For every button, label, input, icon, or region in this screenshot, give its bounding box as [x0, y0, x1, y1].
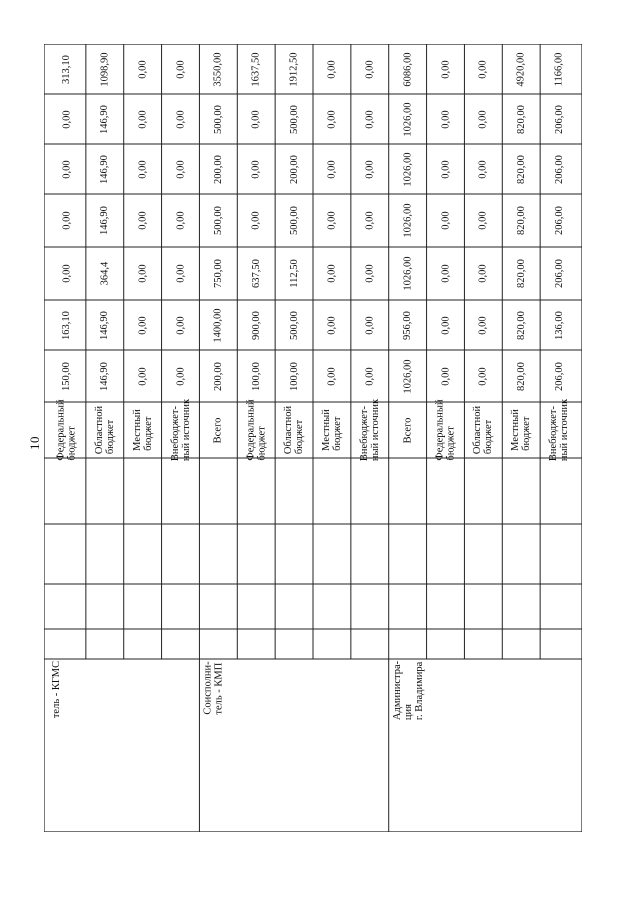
value-cell: 0,00 [137, 366, 149, 386]
value-cell: 0,00 [326, 264, 338, 283]
budget-table [44, 44, 582, 832]
value-cell: 0,00 [440, 211, 452, 230]
value-cell: 0,00 [326, 315, 338, 335]
funding-source-label: Всего [212, 417, 224, 443]
value-cell: 0,00 [440, 109, 452, 129]
value-cell: 206,00 [553, 259, 565, 288]
value-cell: 0,00 [478, 59, 490, 79]
value-cell: 0,00 [440, 59, 452, 79]
value-cell: 146,90 [99, 361, 111, 391]
value-cell: 0,00 [440, 366, 452, 386]
value-cell: 0,00 [478, 315, 490, 335]
value-cell: 100,00 [288, 361, 300, 391]
value-cell: 750,00 [212, 259, 224, 288]
value-cell: 0,00 [364, 264, 376, 283]
funding-source-label: Областной бюджет [283, 405, 306, 455]
table-grid [44, 44, 582, 832]
value-cell: 0,00 [175, 109, 187, 129]
value-cell: 1026,00 [402, 256, 414, 291]
value-cell: 500,00 [212, 104, 224, 134]
value-cell: 6086,00 [402, 51, 414, 87]
value-cell: 0,00 [326, 211, 338, 230]
value-cell: 1026,00 [402, 101, 414, 137]
page-number: 10 [27, 436, 42, 450]
value-cell: 0,00 [137, 59, 149, 79]
value-cell: 200,00 [212, 154, 224, 184]
value-cell: 820,00 [515, 104, 527, 134]
value-cell: 146,90 [99, 154, 111, 184]
value-cell: 0,00 [250, 159, 262, 179]
funding-source-label: Местный бюджет [320, 409, 343, 451]
executor-label: Администра- ция г. Владимира [391, 660, 425, 721]
value-cell: 0,00 [175, 59, 187, 79]
value-cell: 0,00 [364, 159, 376, 179]
value-cell: 500,00 [288, 104, 300, 134]
value-cell: 0,00 [478, 366, 490, 386]
value-cell: 163,10 [61, 310, 73, 340]
value-cell: 637,50 [250, 259, 262, 288]
value-cell: 146,90 [99, 104, 111, 134]
funding-source-label: Федеральный бюджет [434, 399, 457, 461]
value-cell: 0,00 [175, 315, 187, 335]
value-cell: 0,00 [250, 109, 262, 129]
value-cell: 0,00 [326, 366, 338, 386]
value-cell: 0,00 [61, 109, 73, 129]
value-cell: 0,00 [364, 59, 376, 79]
funding-source-label: Федеральный бюджет [56, 399, 79, 461]
value-cell: 0,00 [478, 264, 490, 283]
funding-source-label: Местный бюджет [131, 409, 154, 451]
value-cell: 1166,00 [553, 52, 565, 86]
value-cell: 0,00 [326, 159, 338, 179]
funding-source-label: Местный бюджет [510, 409, 533, 451]
value-cell: 0,00 [478, 109, 490, 129]
value-cell: 0,00 [175, 264, 187, 283]
value-cell: 0,00 [440, 159, 452, 179]
value-cell: 364,4 [99, 261, 111, 286]
value-cell: 100,00 [250, 361, 262, 391]
value-cell: 0,00 [61, 264, 73, 283]
value-cell: 820,00 [515, 310, 527, 340]
funding-source-label: Внебюджет- ный источник [169, 398, 192, 462]
value-cell: 1026,00 [402, 151, 414, 187]
value-cell: 0,00 [175, 366, 187, 386]
value-cell: 820,00 [515, 206, 527, 235]
value-cell: 0,00 [137, 264, 149, 283]
value-cell: 1026,00 [402, 358, 414, 394]
value-cell: 500,00 [212, 206, 224, 235]
value-cell: 1912,50 [288, 51, 300, 87]
value-cell: 136,00 [553, 310, 565, 340]
value-cell: 0,00 [440, 264, 452, 283]
value-cell: 206,00 [553, 361, 565, 391]
value-cell: 0,00 [137, 211, 149, 230]
value-cell: 1400,00 [212, 307, 224, 343]
value-cell: 4920,00 [515, 51, 527, 87]
value-cell: 900,00 [250, 310, 262, 340]
value-cell: 0,00 [364, 315, 376, 335]
value-cell: 1098,90 [99, 51, 111, 87]
value-cell: 1637,50 [250, 51, 262, 87]
value-cell: 820,00 [515, 154, 527, 184]
value-cell: 200,00 [288, 154, 300, 184]
value-cell: 200,00 [212, 361, 224, 391]
value-cell: 3550,00 [212, 51, 224, 87]
value-cell: 150,00 [61, 361, 73, 391]
funding-source-label: Всего [402, 417, 414, 443]
value-cell: 500,00 [288, 206, 300, 235]
value-cell: 146,90 [99, 206, 111, 235]
funding-source-label: Областной бюджет [93, 405, 116, 455]
value-cell: 313,10 [61, 54, 73, 84]
value-cell: 206,00 [553, 206, 565, 235]
value-cell: 0,00 [326, 109, 338, 129]
value-cell: 0,00 [175, 159, 187, 179]
funding-source-label: Областной бюджет [472, 405, 495, 455]
executor-label: тель - КГМС [51, 660, 63, 719]
value-cell: 0,00 [137, 109, 149, 129]
value-cell: 0,00 [61, 159, 73, 179]
executor-label: Соисполни- тель - КМП [202, 660, 225, 715]
value-cell: 0,00 [364, 109, 376, 129]
value-cell: 0,00 [61, 211, 73, 230]
value-cell: 1026,00 [402, 203, 414, 238]
value-cell: 0,00 [364, 366, 376, 386]
funding-source-label: Федеральный бюджет [245, 399, 268, 461]
value-cell: 500,00 [288, 310, 300, 340]
value-cell: 0,00 [137, 159, 149, 179]
value-cell: 206,00 [553, 154, 565, 184]
value-cell: 0,00 [478, 159, 490, 179]
value-cell: 0,00 [250, 211, 262, 230]
value-cell: 0,00 [440, 315, 452, 335]
value-cell: 206,00 [553, 104, 565, 134]
value-cell: 0,00 [175, 211, 187, 230]
value-cell: 0,00 [326, 59, 338, 79]
value-cell: 820,00 [515, 259, 527, 288]
value-cell: 820,00 [515, 361, 527, 391]
value-cell: 146,90 [99, 310, 111, 340]
value-cell: 0,00 [364, 211, 376, 230]
value-cell: 112,50 [288, 259, 300, 288]
funding-source-label: Внебюджет- ный источник [548, 398, 571, 462]
funding-source-label: Внебюджет- ный источник [358, 398, 381, 462]
value-cell: 0,00 [137, 315, 149, 335]
value-cell: 956,00 [402, 310, 414, 340]
value-cell: 0,00 [478, 211, 490, 230]
